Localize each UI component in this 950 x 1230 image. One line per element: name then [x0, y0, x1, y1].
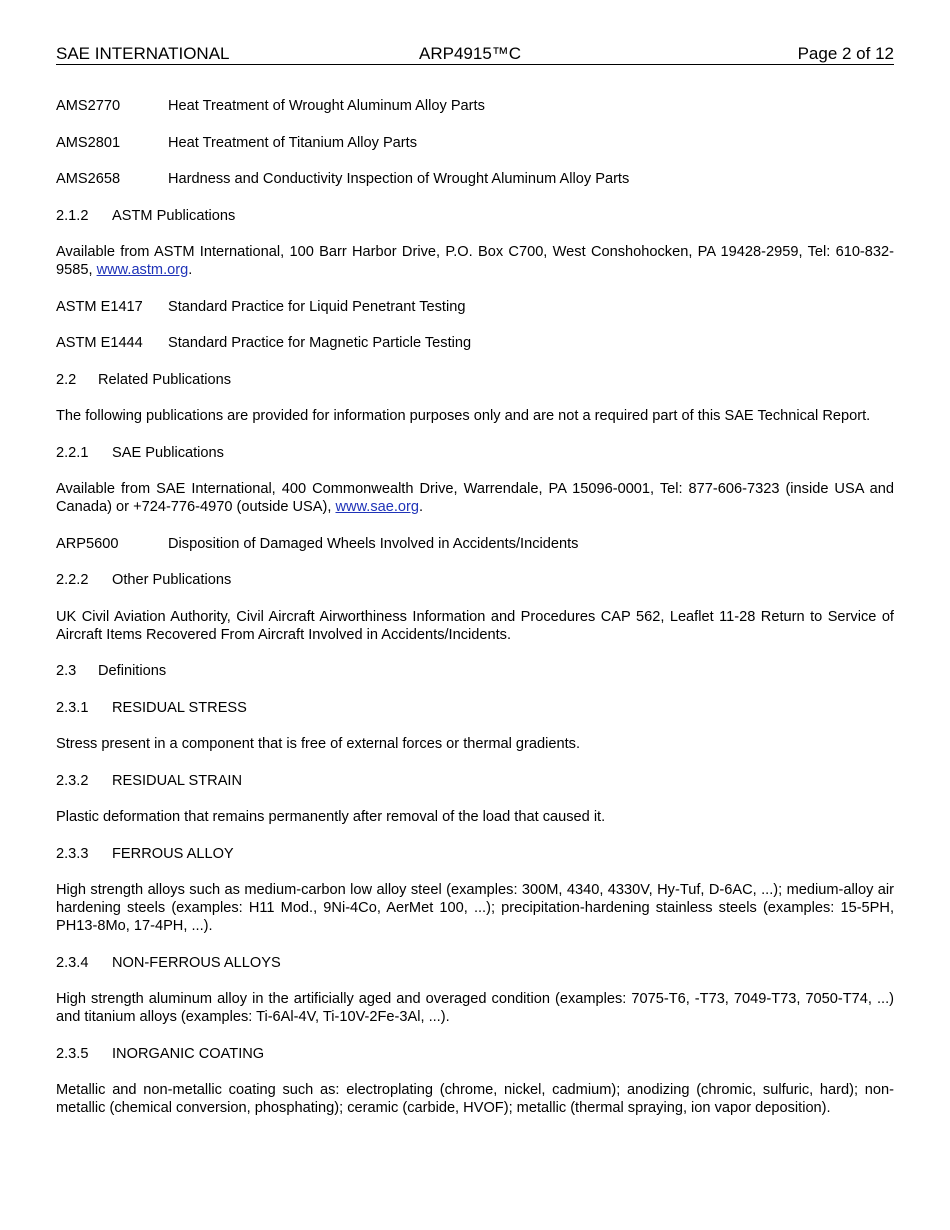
definition-term: RESIDUAL STRESS: [112, 699, 247, 716]
reference-entry: [56, 134, 894, 152]
header-publisher: SAE INTERNATIONAL: [56, 44, 230, 63]
reference-title: Standard Practice for Liquid Penetrant Testing: [168, 298, 466, 315]
other-publications-paragraph: UK Civil Aviation Authority, Civil Aircraft Airworthiness Information and Procedures CAP 562, Leaflet 11-28 Return to Service of Aircraft Items Recovered From Aircraft Involved in Accidents/Incidents.: [56, 608, 894, 643]
reference-entry: [56, 334, 894, 352]
definition-term: RESIDUAL STRAIN: [112, 772, 243, 789]
section-number: 2.3: [56, 663, 77, 679]
section-number: 2.1.2: [56, 207, 89, 224]
reference-title: Heat Treatment of Titanium Alloy Parts: [168, 134, 418, 151]
sae-availability-paragraph: Available from SAE International, 400 Commonwealth Drive, Warrendale, PA 15096-0001, Tel: 877-606-7323 (inside USA and Canada) or +724-776-4970 (outside USA), www.sae.org.: [56, 481, 894, 515]
reference-entry: [56, 97, 894, 115]
definition-text: Plastic deformation that remains permanently after removal of the load that caused it.: [56, 809, 606, 825]
definition-heading: [56, 772, 894, 790]
section-heading-2-2-1: [56, 444, 894, 462]
definition-number: 2.3.1: [56, 699, 89, 716]
reference-code: ASTM E1417: [56, 298, 143, 315]
astm-website-link[interactable]: www.astm.org: [96, 262, 189, 278]
astm-availability-paragraph: Available from ASTM International, 100 Barr Harbor Drive, P.O. Box C700, West Conshohocken, PA 19428-2959, Tel: 610-832-9585, www.astm.org.: [56, 244, 894, 278]
reference-code: AMS2801: [56, 134, 121, 151]
section-heading-2-2-2: [56, 571, 894, 589]
section-title: Related Publications: [98, 371, 232, 388]
reference-title: Standard Practice for Magnetic Particle Testing: [168, 335, 472, 351]
definition-number: 2.3.2: [56, 772, 89, 789]
reference-entry: [56, 170, 894, 188]
reference-title: Hardness and Conductivity Inspection of Wrought Aluminum Alloy Parts: [168, 171, 630, 187]
page-body: [56, 97, 894, 1117]
section-heading-2-3: [56, 662, 894, 680]
definition-number: 2.3.4: [56, 954, 89, 971]
definition-heading: [56, 954, 894, 972]
definition-term: FERROUS ALLOY: [112, 845, 234, 862]
reference-entry: [56, 535, 894, 553]
definition-text: High strength aluminum alloy in the artificially aged and overaged condition (examples: 7075-T6, -T73, 7049-T73, 7050-T74, ...) and titanium alloys (examples: Ti-6Al-4V, Ti-10V-2Fe-3Al, ...).: [56, 991, 894, 1025]
sae-website-link[interactable]: www.sae.org: [335, 499, 420, 515]
definition-heading: [56, 1045, 894, 1063]
reference-code: ASTM E1444: [56, 335, 143, 351]
definition-text: Metallic and non-metallic coating such as: electroplating (chrome, nickel, cadmium); anodizing (chromic, sulfuric, hard); non-metallic (chemical conversion, phosphating); ceramic (carbide, HVOF); metallic (thermal spraying, ion vapor deposition).: [56, 1082, 894, 1116]
reference-code: AMS2770: [56, 98, 121, 114]
definition-term: INORGANIC COATING: [112, 1045, 265, 1062]
section-heading-2-2: [56, 371, 894, 389]
reference-entry: [56, 298, 894, 316]
definition-text: Stress present in a component that is free of external forces or thermal gradients.: [56, 736, 581, 752]
reference-title: Heat Treatment of Wrought Aluminum Alloy Parts: [168, 98, 485, 114]
definition-text: High strength alloys such as medium-carbon low alloy steel (examples: 300M, 4340, 4330V, Hy-Tuf, D-6AC, ...); medium-alloy air hardening steels (examples: H11 Mod., 9Ni-4Co, AerMet 100, ...); precipitation-hardening stainless steels (examples: 15-5PH, PH13-8Mo, 17-4PH, ...).: [56, 882, 894, 934]
related-publications-paragraph: The following publications are provided for information purposes only and are not a required part of this SAE Technical Report.: [56, 408, 871, 424]
reference-code: ARP5600: [56, 535, 119, 552]
reference-title: Disposition of Damaged Wheels Involved in Accidents/Incidents: [168, 535, 579, 552]
section-title: ASTM Publications: [112, 207, 236, 224]
section-title: SAE Publications: [112, 444, 224, 461]
definition-number: 2.3.3: [56, 845, 89, 862]
section-number: 2.2: [56, 371, 77, 388]
definition-number: 2.3.5: [56, 1045, 89, 1062]
definition-heading: [56, 845, 894, 863]
section-number: 2.2.2: [56, 572, 89, 588]
definition-term: NON-FERROUS ALLOYS: [112, 954, 281, 971]
header-doc-number: ARP4915™C: [419, 44, 522, 63]
section-heading-2-1-2: [56, 207, 894, 225]
page-header: [56, 43, 894, 65]
reference-code: AMS2658: [56, 171, 121, 187]
section-title: Definitions: [98, 663, 167, 679]
header-page-number: Page 2 of 12: [797, 44, 894, 63]
section-number: 2.2.1: [56, 444, 89, 461]
section-title: Other Publications: [112, 572, 232, 588]
definition-heading: [56, 699, 894, 717]
